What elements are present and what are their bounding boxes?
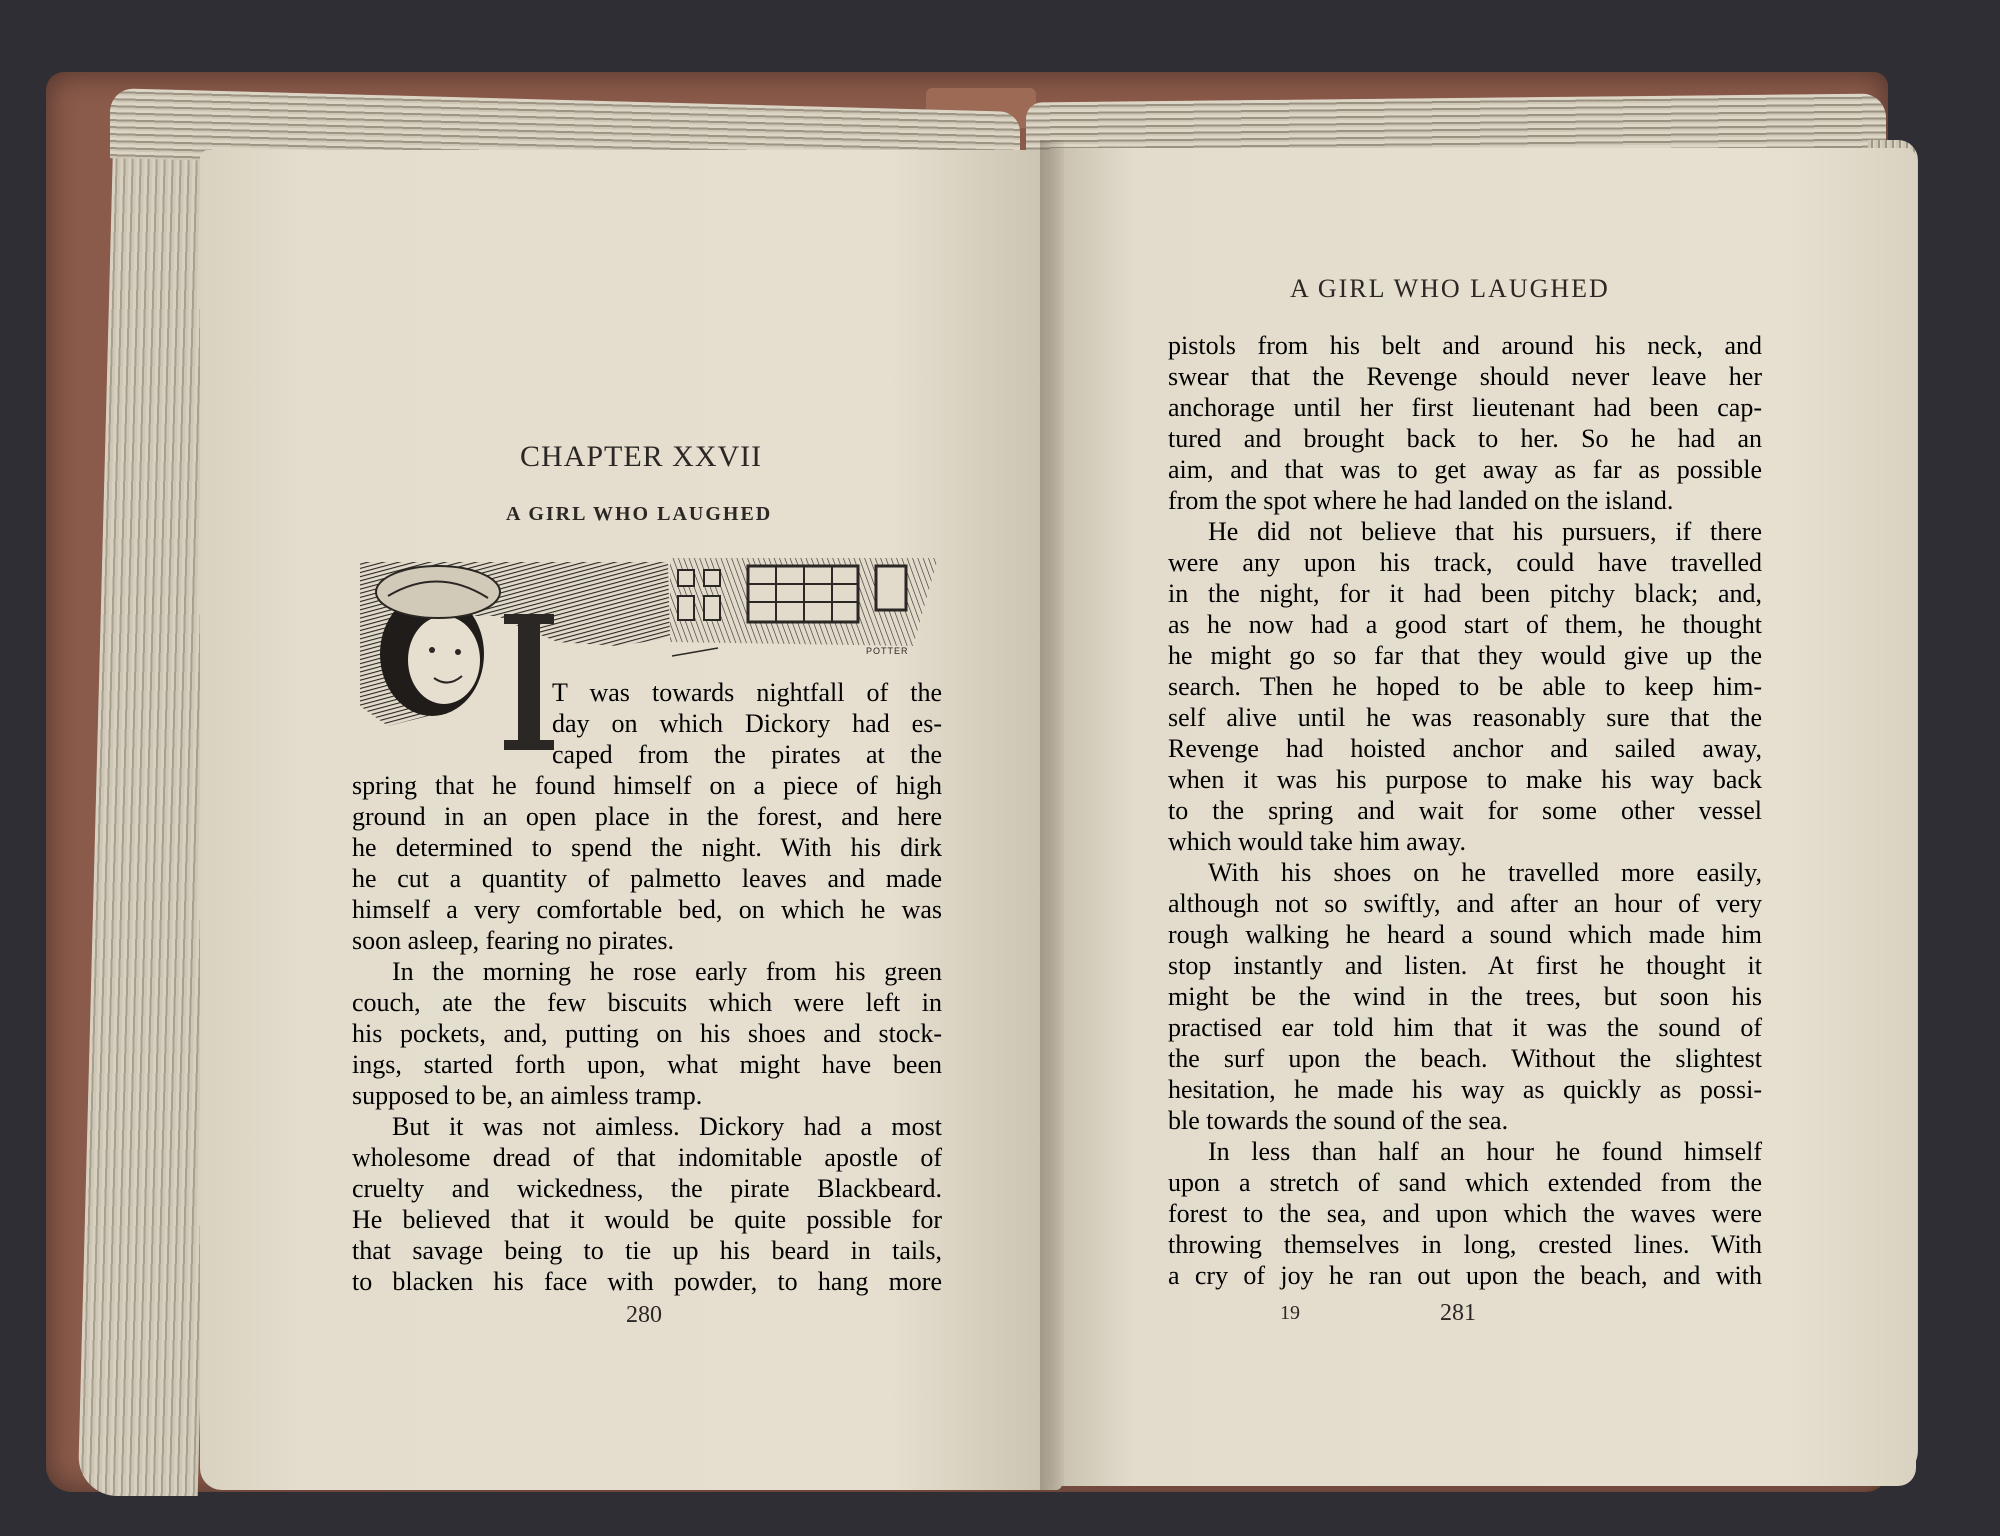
chapter-title: CHAPTER XXVII <box>520 440 763 473</box>
text-line: tured and brought back to her. So he had an <box>1168 424 1762 453</box>
text-line: although not so swiftly, and after an hour of very <box>1168 889 1762 918</box>
text-line: soon asleep, fearing no pirates. <box>352 926 675 955</box>
drop-cap-line: caped from the pirates at the <box>552 740 942 769</box>
text-line: might be the wind in the trees, but soon his <box>1168 982 1762 1011</box>
signature-mark: 19 <box>1280 1302 1300 1324</box>
left-page-number: 280 <box>626 1302 662 1328</box>
text-line: he might go so far that they would give up the <box>1168 641 1762 670</box>
text-line: stop instantly and listen. At first he thought it <box>1168 951 1762 980</box>
right-page-number: 281 <box>1440 1300 1476 1326</box>
text-line: his pockets, and, putting on his shoes and stock- <box>352 1019 942 1048</box>
text-line: forest to the sea, and upon which the waves were <box>1168 1199 1762 1228</box>
text-line: hesitation, he made his way as quickly as possi- <box>1168 1075 1762 1104</box>
text-line: ground in an open place in the forest, and here <box>352 802 942 831</box>
text-line: He did not believe that his pursuers, if there <box>1208 517 1762 546</box>
drop-cap-line: day on which Dickory had es- <box>552 709 942 738</box>
text-line: to the spring and wait for some other vessel <box>1168 796 1762 825</box>
text-line: couch, ate the few biscuits which were left in <box>352 988 942 1017</box>
text-line: rough walking he heard a sound which made him <box>1168 920 1762 949</box>
text-line: self alive until he was reasonably sure that the <box>1168 703 1762 732</box>
left-page-body <box>352 770 942 1297</box>
text-line: which would take him away. <box>1168 827 1466 856</box>
drop-cap-line: T was towards nightfall of the <box>552 678 942 707</box>
text-line: upon a stretch of sand which extended from the <box>1168 1168 1762 1197</box>
text-line: he cut a quantity of palmetto leaves and made <box>352 864 942 893</box>
right-page-body <box>1168 330 1762 1291</box>
artist-signature: POTTER <box>866 646 909 656</box>
text-line: the surf upon the beach. Without the slightest <box>1168 1044 1762 1073</box>
text-line: In the morning he rose early from his green <box>392 957 942 986</box>
text-line: were any upon his track, could have travelled <box>1168 548 1762 577</box>
text-line: a cry of joy he ran out upon the beach, and with <box>1168 1261 1762 1290</box>
book-gutter <box>1040 140 1064 1490</box>
text-line: throwing themselves in long, crested lines. With <box>1168 1230 1762 1259</box>
text-line: wholesome dread of that indomitable apostle of <box>352 1143 942 1172</box>
text-line: himself a very comfortable bed, on which he was <box>352 895 942 924</box>
text-line: from the spot where he had landed on the island. <box>1168 486 1674 515</box>
text-line: pistols from his belt and around his neck, and <box>1168 331 1762 360</box>
text-line: swear that the Revenge should never leave her <box>1168 362 1762 391</box>
running-head: A GIRL WHO LAUGHED <box>1290 274 1610 303</box>
text-line: Revenge had hoisted anchor and sailed away, <box>1168 734 1762 763</box>
chapter-subtitle: A GIRL WHO LAUGHED <box>506 503 773 525</box>
text-line: as he now had a good start of them, he thought <box>1168 610 1762 639</box>
text-line: ings, started forth upon, what might have been <box>352 1050 942 1079</box>
text-line: But it was not aimless. Dickory had a most <box>392 1112 942 1141</box>
text-line: he determined to spend the night. With his dirk <box>352 833 942 862</box>
text-line: anchorage until her first lieutenant had been cap- <box>1168 393 1762 422</box>
text-line: to blacken his face with powder, to hang more <box>352 1267 942 1296</box>
text-line: With his shoes on he travelled more easily, <box>1208 858 1762 887</box>
text-line: aim, and that was to get away as far as possible <box>1168 455 1762 484</box>
text-line: He believed that it would be quite possible for <box>352 1205 942 1234</box>
text-line: spring that he found himself on a piece of high <box>352 771 942 800</box>
text-line: ble towards the sound of the sea. <box>1168 1106 1509 1135</box>
drop-cap-lines <box>552 677 942 770</box>
text-line: In less than half an hour he found himself <box>1208 1137 1762 1166</box>
text-line: in the night, for it had been pitchy black; and, <box>1168 579 1762 608</box>
text-line: search. Then he hoped to be able to keep him- <box>1168 672 1762 701</box>
text-line: cruelty and wickedness, the pirate Blackbeard. <box>352 1174 942 1203</box>
text-line: that savage being to tie up his beard in tails, <box>352 1236 942 1265</box>
text-line: when it was his purpose to make his way back <box>1168 765 1762 794</box>
text-line: practised ear told him that it was the sound of <box>1168 1013 1762 1042</box>
text-line: supposed to be, an aimless tramp. <box>352 1081 703 1110</box>
